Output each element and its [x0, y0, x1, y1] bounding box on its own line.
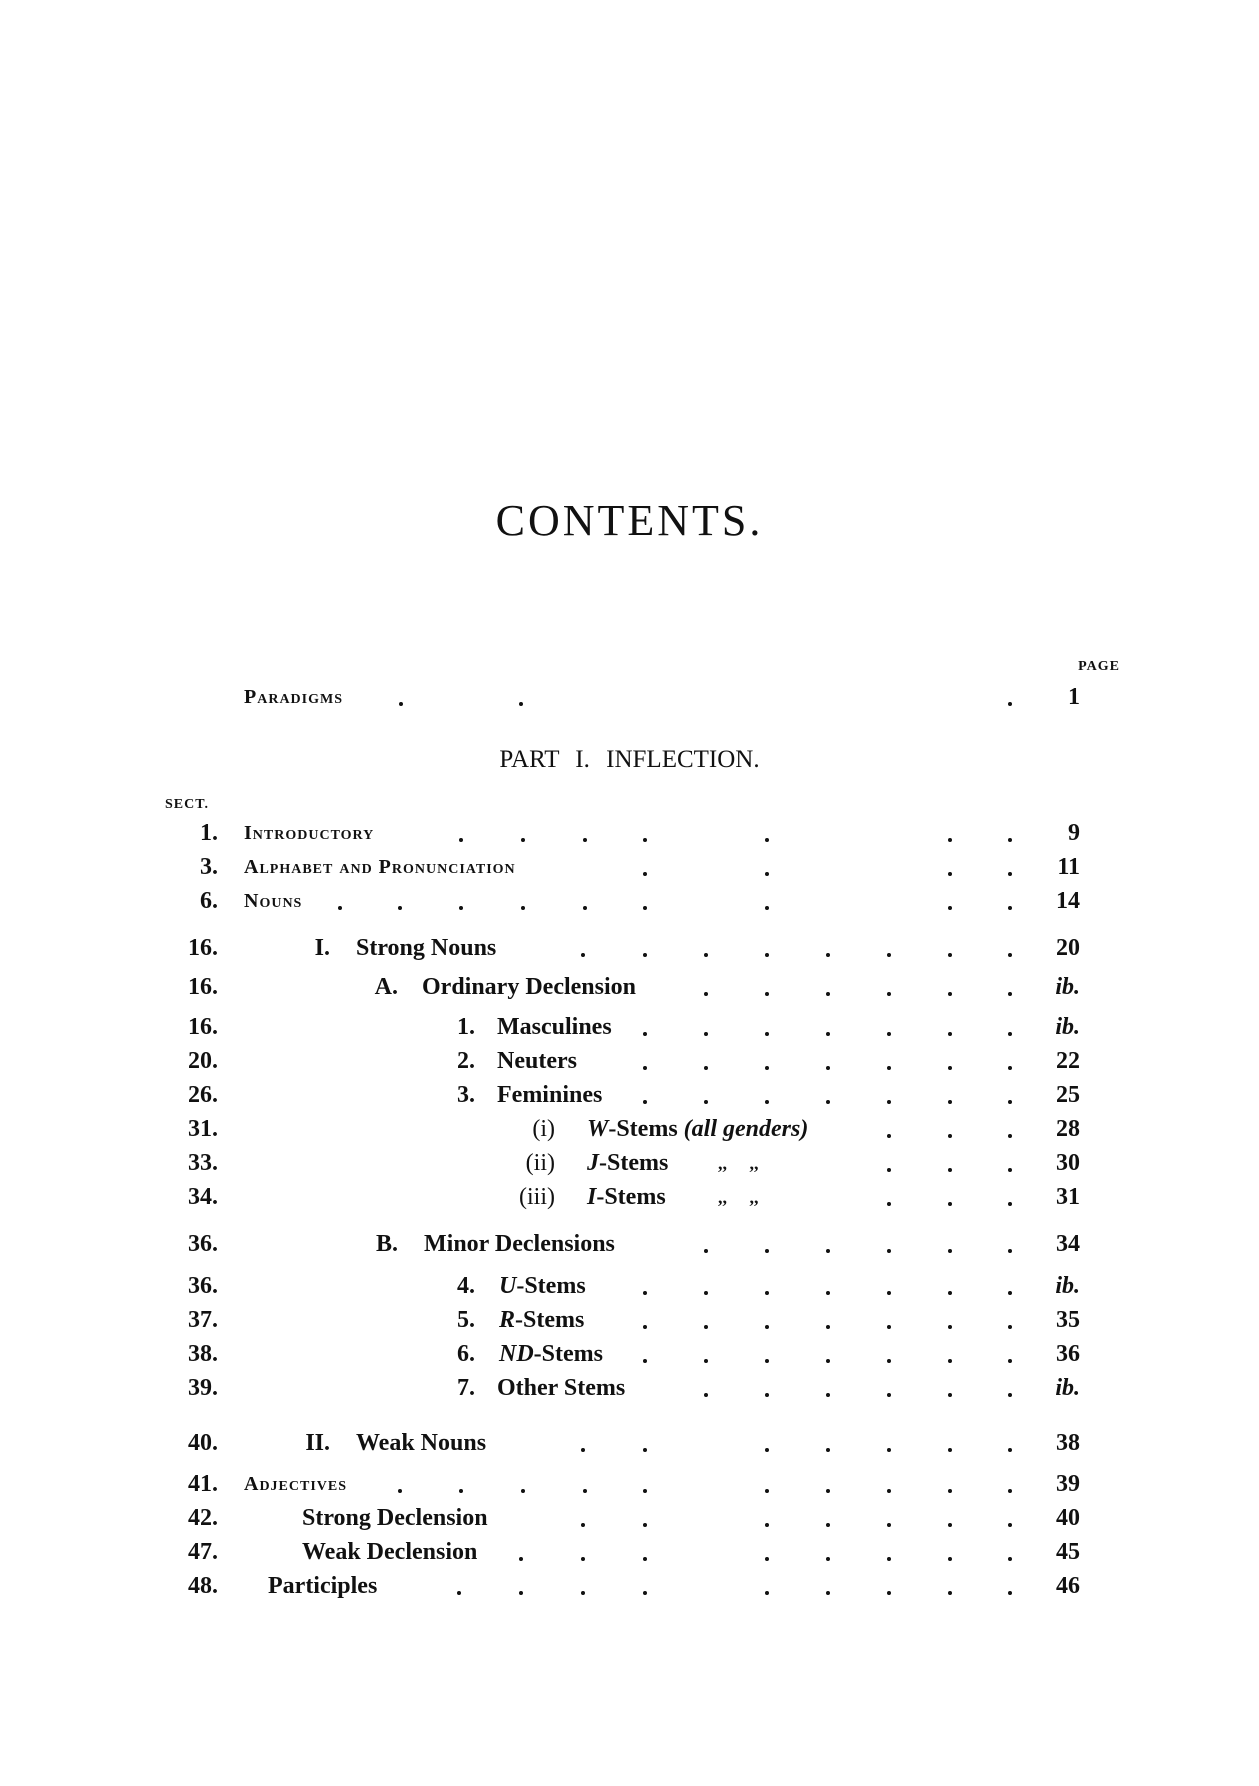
leader-dot	[704, 1066, 708, 1070]
toc-entry-label: R-Stems	[499, 1307, 585, 1333]
leader-dot	[519, 1591, 523, 1595]
toc-entry[interactable]	[0, 1080, 1259, 1110]
sect-column-header: SECT.	[165, 797, 210, 812]
leader-dot	[643, 1591, 647, 1595]
leader-dot	[826, 1325, 830, 1329]
leader-dot	[704, 1100, 708, 1104]
leader-dot	[1008, 1489, 1012, 1493]
leader-dot	[643, 1291, 647, 1295]
leader-dot	[583, 906, 587, 910]
toc-entry-page: 30	[1056, 1150, 1080, 1176]
leader-dot	[765, 1325, 769, 1329]
toc-entry-note: (all genders)	[683, 1116, 809, 1142]
leader-dot	[581, 1557, 585, 1561]
toc-entry-number: 1.	[457, 1014, 475, 1040]
leader-dot	[887, 1202, 891, 1206]
leader-dot	[948, 872, 952, 876]
toc-entry-number: (ii)	[525, 1150, 555, 1176]
toc-entry-page: 9	[1068, 820, 1080, 846]
leader-dot	[826, 1448, 830, 1452]
toc-entry-label: Other Stems	[497, 1375, 626, 1401]
toc-entry-section: 16.	[188, 935, 218, 961]
toc-entry-section: 42.	[188, 1505, 218, 1531]
leader-dot	[887, 1359, 891, 1363]
leader-dot	[826, 1489, 830, 1493]
leader-dot	[1008, 906, 1012, 910]
leader-dot	[826, 953, 830, 957]
toc-entry-section: 16.	[188, 974, 218, 1000]
leader-dot	[887, 1291, 891, 1295]
toc-entry[interactable]	[0, 1046, 1259, 1076]
leader-dot	[1008, 1325, 1012, 1329]
leader-dot	[948, 1591, 952, 1595]
leader-dot	[1008, 1249, 1012, 1253]
leader-dot	[704, 1393, 708, 1397]
toc-entry-label: Feminines	[497, 1082, 603, 1108]
leader-dot	[765, 1489, 769, 1493]
leader-dot	[765, 1557, 769, 1561]
leader-dot	[948, 1168, 952, 1172]
leader-dot	[704, 992, 708, 996]
leader-dot	[826, 992, 830, 996]
leader-dot	[519, 1557, 523, 1561]
toc-entry-section: 39.	[188, 1375, 218, 1401]
leader-dot	[765, 906, 769, 910]
toc-entry-number: A.	[374, 974, 398, 1000]
toc-entry-section: 3.	[200, 854, 218, 880]
leader-dot	[581, 1448, 585, 1452]
leader-dot	[643, 953, 647, 957]
toc-entry-page: ib.	[1055, 1375, 1080, 1401]
toc-entry[interactable]	[0, 933, 1259, 963]
leader-dot	[887, 1134, 891, 1138]
toc-entry-section: 36.	[188, 1231, 218, 1257]
toc-entry-label: Nouns	[244, 890, 303, 912]
leader-dot	[887, 1249, 891, 1253]
leader-dot	[887, 1066, 891, 1070]
leader-dot	[643, 1032, 647, 1036]
leader-dot	[948, 1523, 952, 1527]
toc-entry[interactable]	[0, 818, 1259, 848]
leader-dot	[765, 1249, 769, 1253]
toc-entry-label: U-Stems	[499, 1273, 586, 1299]
leader-dot	[826, 1066, 830, 1070]
leader-dot	[765, 953, 769, 957]
toc-entry-section: 16.	[188, 1014, 218, 1040]
toc-entry-number: 7.	[457, 1375, 475, 1401]
toc-entry[interactable]	[0, 1012, 1259, 1042]
leader-dot	[1008, 992, 1012, 996]
leader-dot	[643, 1489, 647, 1493]
toc-entry-page: ib.	[1055, 1014, 1080, 1040]
toc-entry-number: 6.	[457, 1341, 475, 1367]
toc-entry-label: I-Stems	[587, 1184, 666, 1210]
leader-dot	[887, 1325, 891, 1329]
leader-dot	[1008, 838, 1012, 842]
toc-entry-label: Minor Declensions	[424, 1231, 615, 1257]
toc-entry-label: Weak Declension	[302, 1539, 478, 1565]
leader-dot	[826, 1523, 830, 1527]
leader-dot	[765, 872, 769, 876]
leader-dot	[1008, 1393, 1012, 1397]
leader-dot	[887, 1168, 891, 1172]
leader-dot	[1008, 1523, 1012, 1527]
toc-entry-label: Adjectives	[244, 1473, 348, 1495]
leader-dot	[765, 1448, 769, 1452]
toc-entry[interactable]	[0, 1229, 1259, 1259]
leader-dot	[826, 1291, 830, 1295]
leader-dot	[459, 906, 463, 910]
leader-dot	[948, 1134, 952, 1138]
toc-entry-page: 35	[1056, 1307, 1080, 1333]
leader-dot	[887, 1591, 891, 1595]
leader-dot	[826, 1393, 830, 1397]
toc-entry[interactable]	[0, 852, 1259, 882]
toc-entry-section: 37.	[188, 1307, 218, 1333]
leader-dot	[948, 1489, 952, 1493]
leader-dot	[1008, 1591, 1012, 1595]
leader-dot	[704, 1359, 708, 1363]
leader-dot	[948, 1202, 952, 1206]
leader-dot	[1008, 1066, 1012, 1070]
leader-dot	[398, 906, 402, 910]
leader-dot	[948, 953, 952, 957]
toc-entry-page: 45	[1056, 1539, 1080, 1565]
leader-dot	[887, 953, 891, 957]
toc-entry-page: 1	[1068, 684, 1080, 710]
toc-entry[interactable]	[0, 1469, 1259, 1499]
toc-entry-section: 47.	[188, 1539, 218, 1565]
leader-dot	[1008, 1202, 1012, 1206]
leader-dot	[948, 1448, 952, 1452]
toc-entry-page: 22	[1056, 1048, 1080, 1074]
toc-entry-page: 11	[1057, 854, 1080, 880]
leader-dot	[1008, 1134, 1012, 1138]
toc-entry-label: Participles	[268, 1573, 378, 1599]
leader-dot	[1008, 872, 1012, 876]
leader-dot	[643, 906, 647, 910]
toc-entry-section: 36.	[188, 1273, 218, 1299]
toc-entry-label: Ordinary Declension	[422, 974, 636, 1000]
leader-dot	[704, 1291, 708, 1295]
toc-entry[interactable]	[0, 1148, 1259, 1178]
toc-entry-label: ND-Stems	[499, 1341, 603, 1367]
toc-entry-section: 26.	[188, 1082, 218, 1108]
leader-dot	[765, 1591, 769, 1595]
leader-dot	[643, 1359, 647, 1363]
toc-entry-label: Alphabet and Pronunciation	[244, 856, 516, 878]
leader-dot	[583, 1489, 587, 1493]
toc-entry-label: J-Stems	[587, 1150, 669, 1176]
toc-entry[interactable]	[0, 1271, 1259, 1301]
leader-dot	[704, 1032, 708, 1036]
toc-entry-section: 33.	[188, 1150, 218, 1176]
leader-dot	[521, 1489, 525, 1493]
leader-dot	[704, 1325, 708, 1329]
toc-entry-label: Neuters	[497, 1048, 577, 1074]
leader-dot	[398, 1489, 402, 1493]
leader-dot	[887, 1032, 891, 1036]
leader-dot	[826, 1557, 830, 1561]
toc-entry-page: 46	[1056, 1573, 1080, 1599]
leader-dot	[643, 872, 647, 876]
leader-dot	[948, 1100, 952, 1104]
toc-entry-label: Weak Nouns	[356, 1430, 487, 1456]
toc-entry[interactable]	[0, 1428, 1259, 1458]
leader-dot	[887, 1100, 891, 1104]
toc-entry-number: 5.	[457, 1307, 475, 1333]
leader-dot	[643, 1325, 647, 1329]
leader-dot	[765, 1393, 769, 1397]
toc-entry-section: 40.	[188, 1430, 218, 1456]
ditto-mark: ,, ,,	[718, 1187, 759, 1207]
leader-dot	[887, 1393, 891, 1397]
leader-dot	[1008, 1168, 1012, 1172]
toc-entry-label: Paradigms	[244, 686, 343, 708]
leader-dot	[338, 906, 342, 910]
leader-dot	[459, 1489, 463, 1493]
leader-dot	[643, 1523, 647, 1527]
toc-entry[interactable]	[0, 1182, 1259, 1212]
toc-entry[interactable]	[0, 1503, 1259, 1533]
leader-dot	[948, 992, 952, 996]
leader-dot	[948, 838, 952, 842]
leader-dot	[1008, 1032, 1012, 1036]
toc-entry-number: 3.	[457, 1082, 475, 1108]
leader-dot	[521, 838, 525, 842]
toc-entry-number: II.	[305, 1430, 330, 1456]
leader-dot	[643, 1448, 647, 1452]
leader-dot	[887, 1523, 891, 1527]
ditto-mark: ,, ,,	[718, 1153, 759, 1173]
toc-entry-page: 36	[1056, 1341, 1080, 1367]
toc-entry-section: 1.	[200, 820, 218, 846]
leader-dot	[457, 1591, 461, 1595]
leader-dot	[826, 1032, 830, 1036]
leader-dot	[581, 953, 585, 957]
leader-dot	[826, 1249, 830, 1253]
contents-title: CONTENTS.	[495, 496, 764, 545]
leader-dot	[826, 1100, 830, 1104]
toc-entry-section: 38.	[188, 1341, 218, 1367]
leader-dot	[459, 838, 463, 842]
toc-entry[interactable]	[0, 886, 1259, 916]
leader-dot	[765, 838, 769, 842]
leader-dot	[1008, 1291, 1012, 1295]
toc-entry[interactable]	[0, 972, 1259, 1002]
leader-dot	[948, 1325, 952, 1329]
leader-dot	[1008, 702, 1012, 706]
leader-dot	[643, 838, 647, 842]
toc-entry-page: 20	[1056, 935, 1080, 961]
leader-dot	[765, 1066, 769, 1070]
leader-dot	[1008, 1448, 1012, 1452]
leader-dot	[765, 1523, 769, 1527]
leader-dot	[643, 1066, 647, 1070]
leader-dot	[581, 1523, 585, 1527]
toc-entry-page: 34	[1056, 1231, 1080, 1257]
leader-dot	[704, 953, 708, 957]
toc-entry[interactable]	[0, 1537, 1259, 1567]
leader-dot	[826, 1591, 830, 1595]
leader-dot	[583, 838, 587, 842]
toc-entry-page: 31	[1056, 1184, 1080, 1210]
leader-dot	[643, 1557, 647, 1561]
toc-entry-page: 14	[1056, 888, 1080, 914]
toc-entry-label: Strong Nouns	[356, 935, 497, 961]
toc-entry-label: Introductory	[244, 822, 375, 844]
page-column-header: PAGE	[1078, 659, 1120, 674]
toc-entry-page: 39	[1056, 1471, 1080, 1497]
leader-dot	[1008, 1100, 1012, 1104]
toc-entry-section: 41.	[188, 1471, 218, 1497]
leader-dot	[765, 992, 769, 996]
toc-entry[interactable]	[0, 1571, 1259, 1601]
toc-entry-number: B.	[375, 1231, 398, 1257]
leader-dot	[948, 1557, 952, 1561]
leader-dot	[948, 1359, 952, 1363]
toc-entry-number: (iii)	[519, 1184, 555, 1210]
toc-entry-number: 4.	[457, 1273, 475, 1299]
leader-dot	[1008, 1359, 1012, 1363]
leader-dot	[948, 1393, 952, 1397]
toc-entry-section: 31.	[188, 1116, 218, 1142]
toc-entry[interactable]	[0, 1114, 1259, 1144]
leader-dot	[581, 1591, 585, 1595]
leader-dot	[887, 1489, 891, 1493]
leader-dot	[521, 906, 525, 910]
toc-entry-number: (i)	[532, 1116, 555, 1142]
leader-dot	[765, 1100, 769, 1104]
toc-entry[interactable]	[0, 1373, 1259, 1403]
leader-dot	[826, 1359, 830, 1363]
toc-entry-label: W-Stems (all genders)	[587, 1116, 809, 1142]
toc-entry-label: Masculines	[497, 1014, 612, 1040]
toc-entry[interactable]	[0, 1339, 1259, 1369]
toc-entry-section: 20.	[188, 1048, 218, 1074]
leader-dot	[948, 1066, 952, 1070]
toc-entry-section: 34.	[188, 1184, 218, 1210]
toc-entry-paradigms[interactable]	[0, 682, 1259, 712]
toc-entry-page: ib.	[1055, 974, 1080, 1000]
leader-dot	[887, 1448, 891, 1452]
leader-dot	[765, 1032, 769, 1036]
part-heading: PART I. INFLECTION.	[499, 746, 760, 773]
leader-dot	[519, 702, 523, 706]
toc-entry-page: 38	[1056, 1430, 1080, 1456]
toc-entry-page: 28	[1056, 1116, 1080, 1142]
toc-entry-label: Strong Declension	[302, 1505, 488, 1531]
leader-dot	[948, 1032, 952, 1036]
toc-entry-section: 6.	[200, 888, 218, 914]
toc-entry-number: 2.	[457, 1048, 475, 1074]
leader-dot	[1008, 1557, 1012, 1561]
leader-dot	[765, 1359, 769, 1363]
toc-entry-page: ib.	[1055, 1273, 1080, 1299]
leader-dot	[948, 1249, 952, 1253]
leader-dot	[765, 1291, 769, 1295]
leader-dot	[704, 1249, 708, 1253]
leader-dot	[1008, 953, 1012, 957]
toc-entry[interactable]	[0, 1305, 1259, 1335]
toc-entry-number: I.	[314, 935, 330, 961]
toc-entry-page: 25	[1056, 1082, 1080, 1108]
toc-entry-page: 40	[1056, 1505, 1080, 1531]
leader-dot	[399, 702, 403, 706]
leader-dot	[887, 992, 891, 996]
leader-dot	[948, 906, 952, 910]
toc-entry-section: 48.	[188, 1573, 218, 1599]
leader-dot	[887, 1557, 891, 1561]
leader-dot	[948, 1291, 952, 1295]
leader-dot	[643, 1100, 647, 1104]
